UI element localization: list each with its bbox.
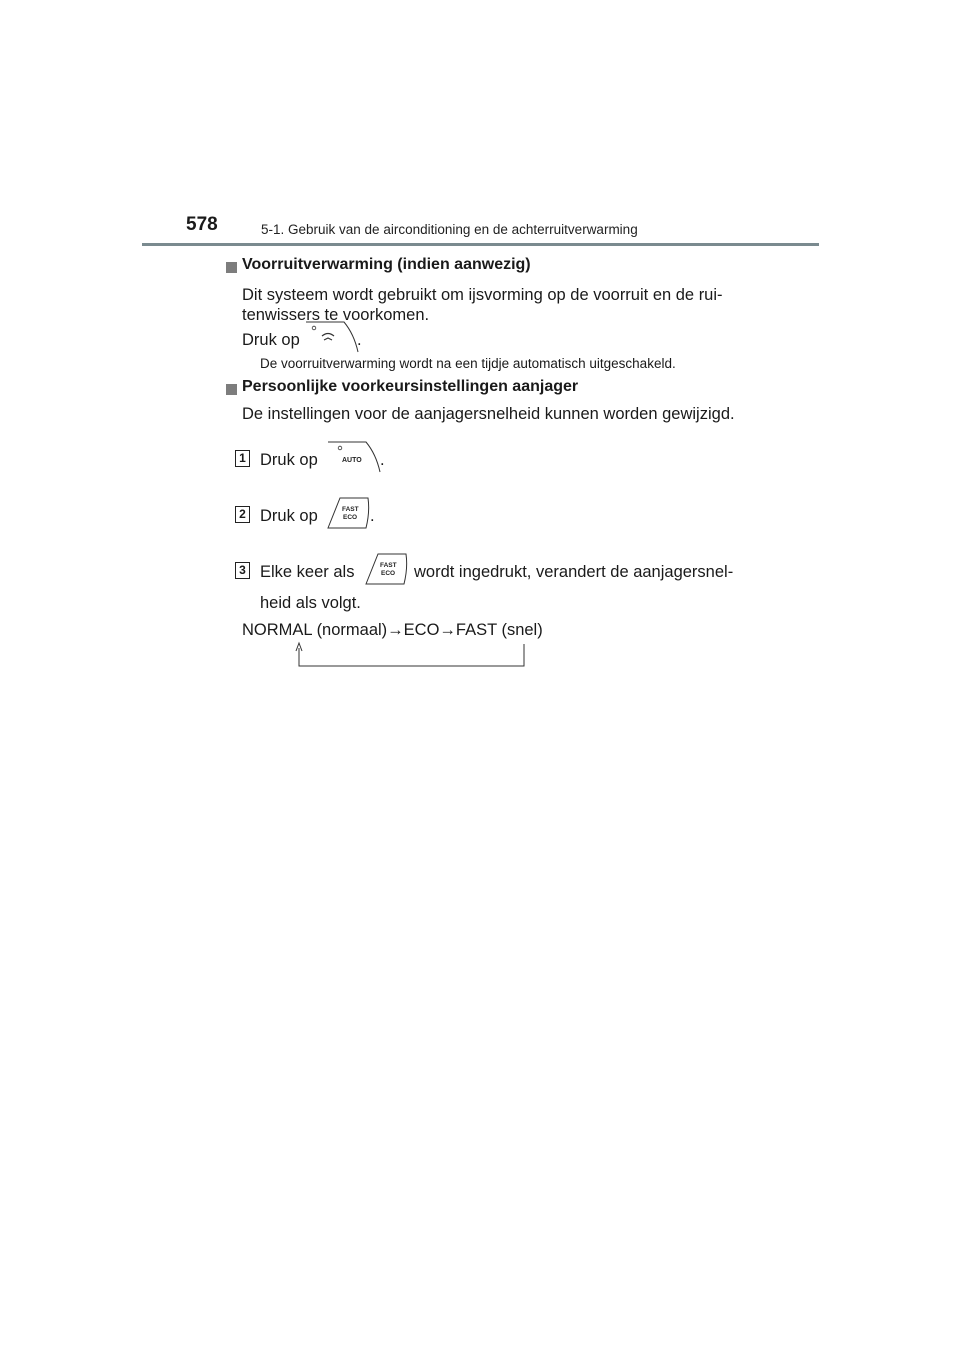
step-number: 3 xyxy=(235,562,250,579)
section-bullet-icon xyxy=(226,262,237,273)
page-number: 578 xyxy=(186,214,218,235)
step-text: Elke keer als xyxy=(260,563,355,581)
paragraph-line: Dit systeem wordt gebruikt om ijsvorming op de voorruit en de rui- xyxy=(242,286,723,304)
cycle-return-arrow-icon xyxy=(292,640,532,672)
press-instruction: Druk op xyxy=(242,331,300,349)
header-divider xyxy=(142,243,819,246)
paragraph-line: De instellingen voor de aanjagersnelheid kunnen worden gewijzigd. xyxy=(242,405,735,423)
step-number: 2 xyxy=(235,506,250,523)
paragraph-line: tenwissers te voorkomen. xyxy=(242,306,430,324)
step-text: wordt ingedrukt, verandert de aanjagersnel- xyxy=(414,563,734,581)
step-text: Druk op xyxy=(260,451,318,469)
auto-label: AUTO xyxy=(342,457,362,464)
eco-label: ECO xyxy=(343,514,358,521)
running-header: 5-1. Gebruik van de airconditioning en de achterruitverwarming xyxy=(261,222,638,237)
period: . xyxy=(380,451,385,469)
fast-label: FAST xyxy=(380,562,397,569)
auto-button-icon xyxy=(326,440,382,474)
section-bullet-icon xyxy=(226,384,237,395)
windshield-heater-button-icon xyxy=(304,320,360,354)
eco-label: ECO xyxy=(381,570,396,577)
note-text: De voorruitverwarming wordt na een tijdje automatisch uitgeschakeld. xyxy=(260,356,676,371)
period: . xyxy=(357,331,362,349)
section-heading-windshield: Voorruitverwarming (indien aanwezig) xyxy=(242,256,531,273)
step-text: heid als volgt. xyxy=(260,594,361,612)
fast-eco-button-icon xyxy=(326,496,374,530)
period: . xyxy=(370,507,375,525)
fan-speed-cycle: NORMAL (normaal)→ECO→FAST (snel) xyxy=(242,621,543,639)
step-number: 1 xyxy=(235,450,250,467)
section-heading-fan: Persoonlijke voorkeursinstellingen aanjager xyxy=(242,378,579,395)
fast-eco-button-icon xyxy=(364,552,412,586)
fast-label: FAST xyxy=(342,506,359,513)
step-text: Druk op xyxy=(260,507,318,525)
